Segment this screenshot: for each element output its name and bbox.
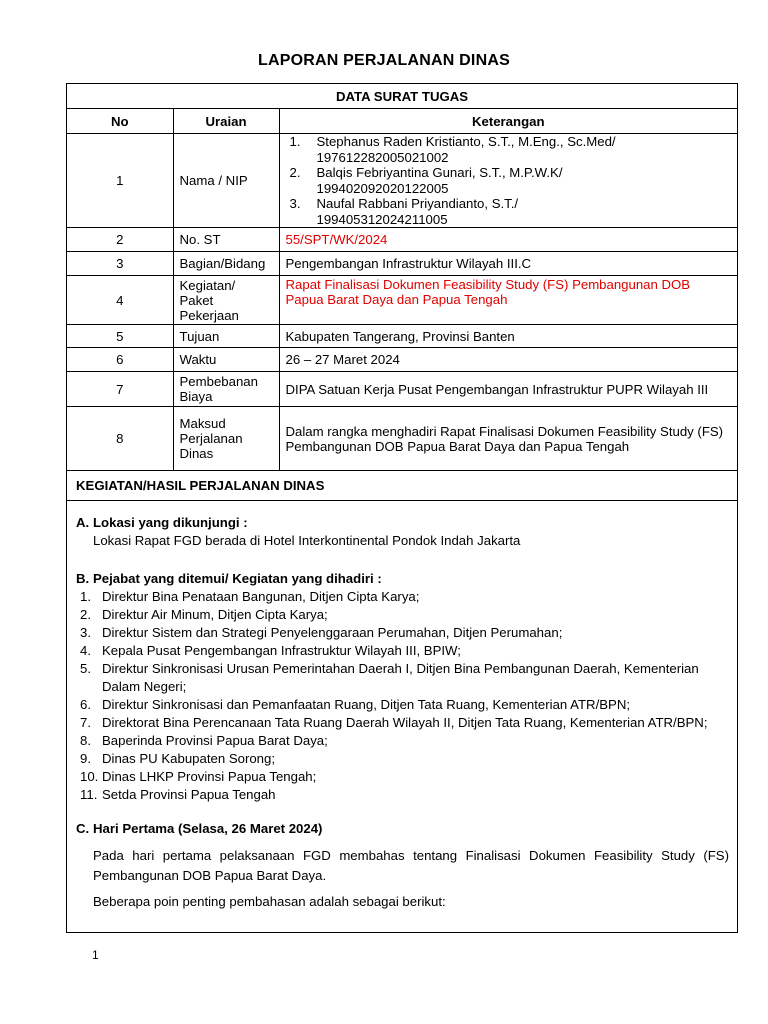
row-no: 2: [67, 228, 173, 252]
list-item-text: Dinas PU Kabupaten Sorong;: [102, 751, 276, 766]
row-keterangan: 26 – 27 Maret 2024: [279, 348, 737, 372]
row-no: 7: [67, 372, 173, 407]
person-nip: 197612282005021002: [316, 149, 449, 165]
row-keterangan: 55/SPT/WK/2024: [279, 228, 737, 252]
page-number: 1: [92, 948, 99, 962]
surat-tugas-title: DATA SURAT TUGAS: [67, 84, 737, 109]
list-number: 3.: [80, 625, 91, 640]
person-nip: 199402092020122005: [316, 180, 449, 196]
row-no: 3: [67, 252, 173, 276]
list-item: [76, 732, 729, 750]
list-item-text: Dinas LHKP Provinsi Papua Tengah;: [102, 769, 317, 784]
kegiatan-content: [67, 514, 737, 912]
list-item-text: Setda Provinsi Papua Tengah: [102, 787, 276, 802]
officials-list: [76, 588, 729, 804]
col-header-no: No: [67, 109, 173, 134]
table-row: [67, 276, 737, 325]
table-row: [67, 228, 737, 252]
list-number: 2.: [289, 165, 301, 180]
section-c-paragraph-1: Pada hari pertama pelaksanaan FGD membahas tentang Finalisasi Dokumen Feasibility Study (FS) Pembangunan DOB Papua Barat Daya.: [93, 848, 729, 883]
list-item-text: Direktur Air Minum, Ditjen Cipta Karya;: [102, 607, 328, 622]
row-uraian: Nama / NIP: [173, 134, 279, 228]
row-keterangan: Dalam rangka menghadiri Rapat Finalisasi Dokumen Feasibility Study (FS) Pembangunan DOB Papua Barat Daya dan Papua Tengah: [279, 407, 737, 471]
list-number: 11.: [80, 787, 98, 802]
list-item-text: Baperinda Provinsi Papua Barat Daya;: [102, 733, 328, 748]
list-item: [76, 588, 729, 606]
row-uraian: No. ST: [173, 228, 279, 252]
row-keterangan: Rapat Finalisasi Dokumen Feasibility Study (FS) Pembangunan DOB Papua Barat Daya dan Papua Tengah: [279, 276, 737, 325]
row-keterangan-names: [279, 134, 737, 228]
row-no: 6: [67, 348, 173, 372]
section-a-text: Lokasi Rapat FGD berada di Hotel Interkontinental Pondok Indah Jakarta: [93, 533, 521, 548]
table-row: [67, 348, 737, 372]
person-name: Stephanus Raden Kristianto, S.T., M.Eng., Sc.Med/: [316, 134, 616, 149]
names-list: [286, 134, 732, 227]
row-uraian: Pembebanan Biaya: [173, 372, 279, 407]
list-item: [76, 696, 729, 714]
list-item: [76, 660, 729, 696]
row-no: 5: [67, 325, 173, 348]
row-no: 4: [67, 276, 173, 325]
list-number: 5.: [80, 661, 91, 676]
list-item: [76, 768, 729, 786]
row-uraian: Bagian/Bidang: [173, 252, 279, 276]
list-number: 1.: [80, 589, 91, 604]
document-title: LAPORAN PERJALANAN DINAS: [258, 52, 510, 69]
row-uraian: Maksud Perjalanan Dinas: [173, 407, 279, 471]
report-frame: [66, 83, 738, 933]
list-number: 8.: [80, 733, 91, 748]
section-c-paragraph-2: Beberapa poin penting pembahasan adalah sebagai berikut:: [93, 894, 446, 909]
list-item: [286, 134, 732, 165]
section-heading-text: Lokasi yang dikunjungi :: [93, 515, 248, 530]
section-b-heading: [76, 570, 729, 588]
list-item: [286, 165, 732, 196]
section-c-heading: [76, 820, 729, 838]
row-uraian: Waktu: [173, 348, 279, 372]
row-keterangan: Kabupaten Tangerang, Provinsi Banten: [279, 325, 737, 348]
row-keterangan: DIPA Satuan Kerja Pusat Pengembangan Infrastruktur PUPR Wilayah III: [279, 372, 737, 407]
list-item-text: Direktorat Bina Perencanaan Tata Ruang Daerah Wilayah II, Ditjen Tata Ruang, Kementerian ATR/BPN;: [102, 715, 708, 730]
list-number: 3.: [289, 196, 301, 211]
list-number: 10.: [80, 769, 99, 784]
list-item: [76, 714, 729, 732]
list-number: 2.: [80, 607, 91, 622]
list-item: [76, 786, 729, 804]
row-uraian: Tujuan: [173, 325, 279, 348]
table-row: [67, 325, 737, 348]
list-number: 6.: [80, 697, 91, 712]
list-item-text: Direktur Sinkronisasi Urusan Pemerintahan Daerah I, Ditjen Bina Pembangunan Daerah, Kementerian Dalam Negeri;: [102, 661, 699, 694]
person-name: Balqis Febriyantina Gunari, S.T., M.P.W.K/: [316, 165, 563, 180]
table-row: [67, 252, 737, 276]
section-letter: C.: [76, 821, 90, 836]
list-item: [76, 624, 729, 642]
row-keterangan: Pengembangan Infrastruktur Wilayah III.C: [279, 252, 737, 276]
list-item: [76, 642, 729, 660]
surat-tugas-table: [67, 84, 737, 471]
table-row: [67, 407, 737, 471]
person-nip: 199405312024211005: [316, 211, 448, 227]
row-no: 1: [67, 134, 173, 228]
list-item: [286, 196, 732, 227]
list-number: 1.: [289, 134, 301, 149]
kegiatan-section-title: KEGIATAN/HASIL PERJALANAN DINAS: [67, 471, 737, 501]
list-item-text: Direktur Sistem dan Strategi Penyelenggaraan Perumahan, Ditjen Perumahan;: [102, 625, 563, 640]
section-heading-text: Hari Pertama (Selasa, 26 Maret 2024): [93, 821, 323, 836]
row-uraian: Kegiatan/ Paket Pekerjaan: [173, 276, 279, 325]
table-row: [67, 134, 737, 228]
list-item: [76, 750, 729, 768]
section-letter: B.: [76, 571, 90, 586]
row-no: 8: [67, 407, 173, 471]
list-number: 7.: [80, 715, 91, 730]
section-a-heading: [76, 514, 729, 532]
list-item-text: Direktur Sinkronisasi dan Pemanfaatan Ruang, Ditjen Tata Ruang, Kementerian ATR/BPN;: [102, 697, 631, 712]
table-row: [67, 372, 737, 407]
list-number: 4.: [80, 643, 91, 658]
section-heading-text: Pejabat yang ditemui/ Kegiatan yang dihadiri :: [93, 571, 382, 586]
person-name: Naufal Rabbani Priyandianto, S.T./: [316, 196, 519, 211]
list-number: 9.: [80, 751, 91, 766]
list-item-text: Kepala Pusat Pengembangan Infrastruktur Wilayah III, BPIW;: [102, 643, 461, 658]
list-item-text: Direktur Bina Penataan Bangunan, Ditjen Cipta Karya;: [102, 589, 420, 604]
list-item: [76, 606, 729, 624]
col-header-keterangan: Keterangan: [279, 109, 737, 134]
col-header-uraian: Uraian: [173, 109, 279, 134]
section-letter: A.: [76, 515, 90, 530]
